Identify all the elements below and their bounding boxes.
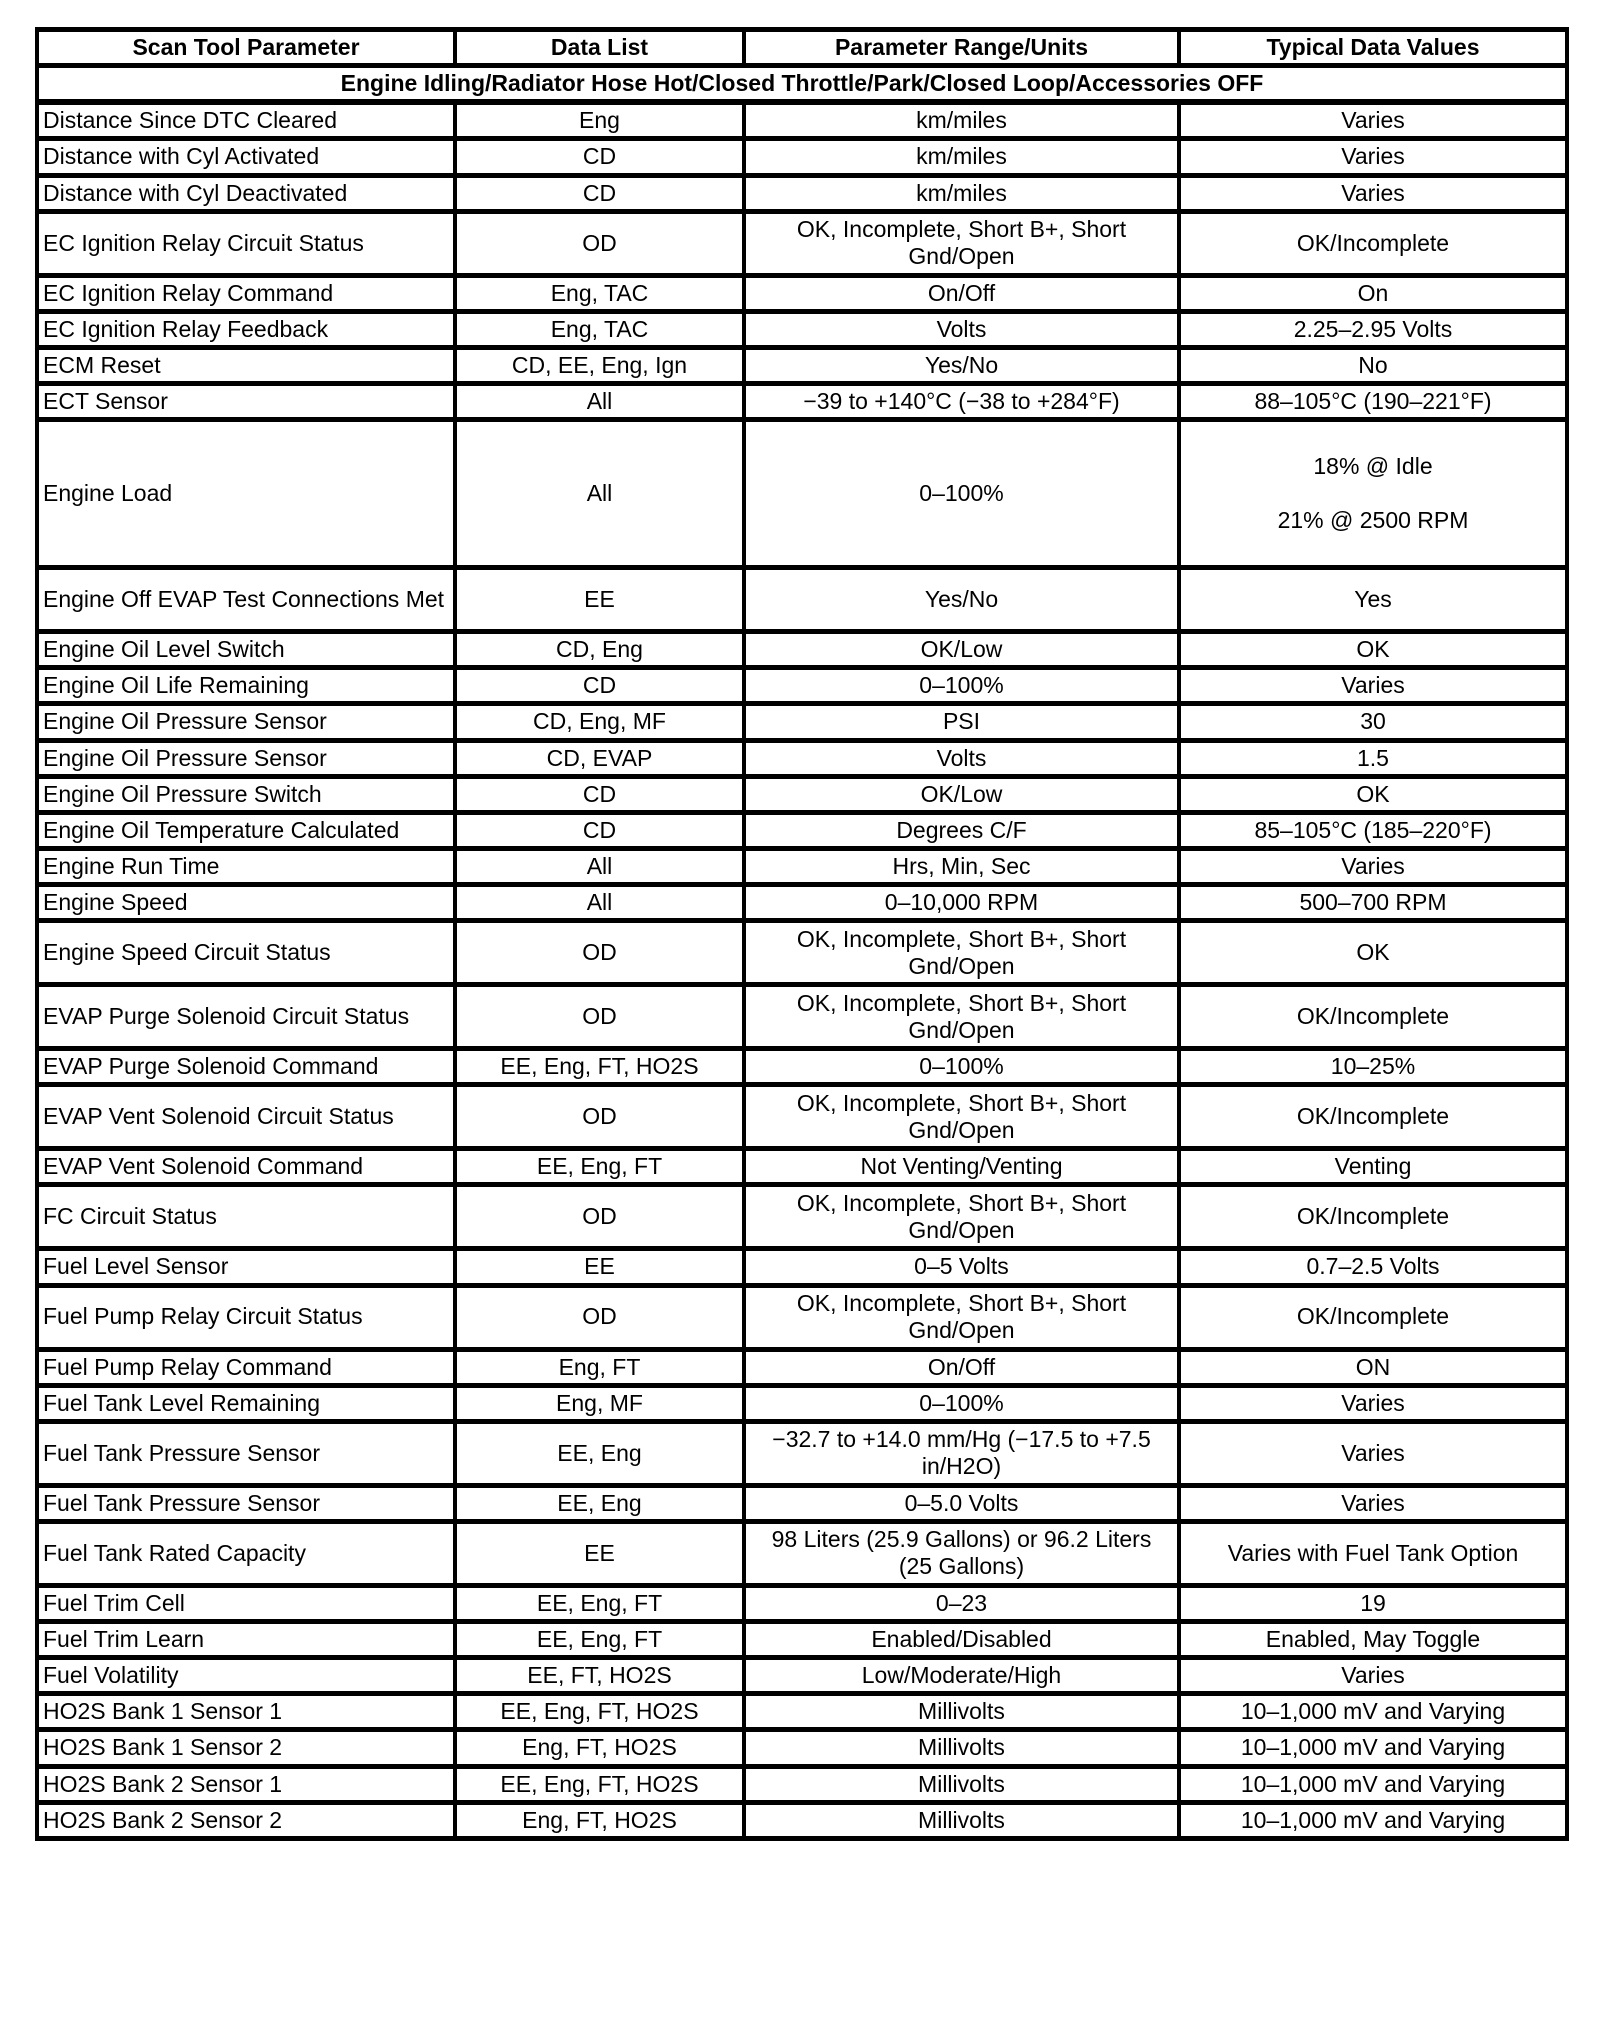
range-cell: Millivolts bbox=[744, 1694, 1179, 1730]
col-header-typical-data-values: Typical Data Values bbox=[1179, 30, 1567, 66]
col-header-scan-tool-parameter: Scan Tool Parameter bbox=[37, 30, 455, 66]
table-row bbox=[37, 1802, 1567, 1838]
col-header-data-list: Data List bbox=[455, 30, 744, 66]
range-cell: 0–5 Volts bbox=[744, 1249, 1179, 1285]
typical-value-cell: Varies bbox=[1179, 1658, 1567, 1694]
typical-value-cell: Varies with Fuel Tank Option bbox=[1179, 1521, 1567, 1585]
table-row bbox=[37, 1285, 1567, 1349]
typical-value-cell: 10–1,000 mV and Varying bbox=[1179, 1730, 1567, 1766]
condition-row bbox=[37, 66, 1567, 103]
range-cell: −39 to +140°C (−38 to +284°F) bbox=[744, 384, 1179, 420]
typical-value-cell: Varies bbox=[1179, 668, 1567, 704]
table-row bbox=[37, 1185, 1567, 1249]
parameter-cell: Engine Run Time bbox=[37, 848, 455, 884]
parameter-cell: Fuel Tank Pressure Sensor bbox=[37, 1421, 455, 1485]
table-row bbox=[37, 704, 1567, 740]
parameter-cell: Fuel Trim Learn bbox=[37, 1622, 455, 1658]
data-list-cell: EE, Eng, FT, HO2S bbox=[455, 1694, 744, 1730]
data-list-cell: Eng, TAC bbox=[455, 311, 744, 347]
table-row bbox=[37, 1385, 1567, 1421]
table-row bbox=[37, 848, 1567, 884]
typical-value-cell: 1.5 bbox=[1179, 740, 1567, 776]
typical-value-cell: OK/Incomplete bbox=[1179, 985, 1567, 1049]
parameter-cell: Fuel Tank Level Remaining bbox=[37, 1385, 455, 1421]
table-row bbox=[37, 347, 1567, 383]
table-row bbox=[37, 311, 1567, 347]
col-header-parameter-range-units: Parameter Range/Units bbox=[744, 30, 1179, 66]
range-cell: 0–23 bbox=[744, 1585, 1179, 1621]
range-cell: OK, Incomplete, Short B+, Short Gnd/Open bbox=[744, 921, 1179, 985]
range-cell: Low/Moderate/High bbox=[744, 1658, 1179, 1694]
data-list-cell: CD bbox=[455, 668, 744, 704]
parameter-cell: Fuel Volatility bbox=[37, 1658, 455, 1694]
typical-value-cell: Varies bbox=[1179, 175, 1567, 211]
parameter-cell: Fuel Pump Relay Circuit Status bbox=[37, 1285, 455, 1349]
parameter-cell: EVAP Purge Solenoid Circuit Status bbox=[37, 985, 455, 1049]
data-list-cell: OD bbox=[455, 211, 744, 275]
data-list-cell: CD, EVAP bbox=[455, 740, 744, 776]
table-row bbox=[37, 384, 1567, 420]
parameter-cell: EVAP Vent Solenoid Circuit Status bbox=[37, 1085, 455, 1149]
parameter-cell: HO2S Bank 1 Sensor 1 bbox=[37, 1694, 455, 1730]
typical-value-cell: 85–105°C (185–220°F) bbox=[1179, 812, 1567, 848]
table-row bbox=[37, 1521, 1567, 1585]
parameter-cell: Engine Oil Life Remaining bbox=[37, 668, 455, 704]
table-row bbox=[37, 1730, 1567, 1766]
typical-value-cell: 88–105°C (190–221°F) bbox=[1179, 384, 1567, 420]
parameter-cell: Fuel Tank Rated Capacity bbox=[37, 1521, 455, 1585]
parameter-cell: FC Circuit Status bbox=[37, 1185, 455, 1249]
header-row bbox=[37, 30, 1567, 66]
data-list-cell: All bbox=[455, 848, 744, 884]
range-cell: OK, Incomplete, Short B+, Short Gnd/Open bbox=[744, 1185, 1179, 1249]
parameter-cell: EC Ignition Relay Circuit Status bbox=[37, 211, 455, 275]
range-cell: Yes/No bbox=[744, 568, 1179, 632]
parameter-cell: Engine Off EVAP Test Connections Met bbox=[37, 568, 455, 632]
table-row bbox=[37, 139, 1567, 175]
range-cell: OK, Incomplete, Short B+, Short Gnd/Open bbox=[744, 211, 1179, 275]
table-row bbox=[37, 776, 1567, 812]
range-cell: 0–100% bbox=[744, 668, 1179, 704]
data-list-cell: EE, Eng, FT, HO2S bbox=[455, 1766, 744, 1802]
parameter-cell: ECM Reset bbox=[37, 347, 455, 383]
data-list-cell: OD bbox=[455, 1285, 744, 1349]
range-cell: 0–100% bbox=[744, 1385, 1179, 1421]
range-cell: 0–100% bbox=[744, 1049, 1179, 1085]
table-row bbox=[37, 1249, 1567, 1285]
parameter-cell: EC Ignition Relay Command bbox=[37, 275, 455, 311]
typical-value-cell: Yes bbox=[1179, 568, 1567, 632]
table-body bbox=[37, 102, 1567, 1838]
table-row bbox=[37, 740, 1567, 776]
table-row bbox=[37, 1694, 1567, 1730]
range-cell: Millivolts bbox=[744, 1802, 1179, 1838]
table-row bbox=[37, 1085, 1567, 1149]
table-row bbox=[37, 1622, 1567, 1658]
parameter-cell: Distance Since DTC Cleared bbox=[37, 102, 455, 139]
table-row bbox=[37, 632, 1567, 668]
data-list-cell: CD, Eng bbox=[455, 632, 744, 668]
range-cell: OK/Low bbox=[744, 776, 1179, 812]
parameter-cell: Fuel Trim Cell bbox=[37, 1585, 455, 1621]
typical-value-cell: Varies bbox=[1179, 102, 1567, 139]
data-list-cell: Eng, FT bbox=[455, 1349, 744, 1385]
range-cell: km/miles bbox=[744, 139, 1179, 175]
range-cell: Millivolts bbox=[744, 1730, 1179, 1766]
data-list-cell: All bbox=[455, 384, 744, 420]
range-cell: Millivolts bbox=[744, 1766, 1179, 1802]
range-cell: Volts bbox=[744, 311, 1179, 347]
data-list-cell: Eng, MF bbox=[455, 1385, 744, 1421]
scan-tool-parameter-table bbox=[35, 27, 1569, 1841]
data-list-cell: EE bbox=[455, 1249, 744, 1285]
data-list-cell: All bbox=[455, 420, 744, 568]
typical-value-cell: OK bbox=[1179, 632, 1567, 668]
typical-value-cell: On bbox=[1179, 275, 1567, 311]
range-cell: On/Off bbox=[744, 1349, 1179, 1385]
data-list-cell: Eng, FT, HO2S bbox=[455, 1730, 744, 1766]
range-cell: OK, Incomplete, Short B+, Short Gnd/Open bbox=[744, 1285, 1179, 1349]
range-cell: Hrs, Min, Sec bbox=[744, 848, 1179, 884]
data-list-cell: EE, Eng, FT, HO2S bbox=[455, 1049, 744, 1085]
typical-value-cell: 10–25% bbox=[1179, 1049, 1567, 1085]
table-row bbox=[37, 175, 1567, 211]
typical-value-cell: 0.7–2.5 Volts bbox=[1179, 1249, 1567, 1285]
typical-value-cell: 10–1,000 mV and Varying bbox=[1179, 1694, 1567, 1730]
range-cell: PSI bbox=[744, 704, 1179, 740]
typical-value-cell: ON bbox=[1179, 1349, 1567, 1385]
range-cell: km/miles bbox=[744, 175, 1179, 211]
parameter-cell: Engine Speed bbox=[37, 885, 455, 921]
range-cell: Volts bbox=[744, 740, 1179, 776]
typical-value-cell: Varies bbox=[1179, 1485, 1567, 1521]
table-row bbox=[37, 668, 1567, 704]
table-row bbox=[37, 885, 1567, 921]
parameter-cell: Engine Oil Pressure Switch bbox=[37, 776, 455, 812]
data-list-cell: EE, Eng, FT bbox=[455, 1622, 744, 1658]
data-list-cell: CD bbox=[455, 776, 744, 812]
parameter-cell: Fuel Tank Pressure Sensor bbox=[37, 1485, 455, 1521]
range-cell: OK, Incomplete, Short B+, Short Gnd/Open bbox=[744, 985, 1179, 1049]
range-cell: 0–100% bbox=[744, 420, 1179, 568]
table-row bbox=[37, 1766, 1567, 1802]
range-cell: Yes/No bbox=[744, 347, 1179, 383]
typical-value-cell: OK/Incomplete bbox=[1179, 1085, 1567, 1149]
typical-value-cell: Varies bbox=[1179, 139, 1567, 175]
parameter-cell: Fuel Pump Relay Command bbox=[37, 1349, 455, 1385]
parameter-cell: Distance with Cyl Deactivated bbox=[37, 175, 455, 211]
data-list-cell: EE bbox=[455, 1521, 744, 1585]
typical-value-cell: OK/Incomplete bbox=[1179, 211, 1567, 275]
parameter-cell: Engine Speed Circuit Status bbox=[37, 921, 455, 985]
typical-value-cell: 10–1,000 mV and Varying bbox=[1179, 1766, 1567, 1802]
data-list-cell: Eng bbox=[455, 102, 744, 139]
parameter-cell: HO2S Bank 2 Sensor 2 bbox=[37, 1802, 455, 1838]
data-list-cell: EE, Eng bbox=[455, 1421, 744, 1485]
data-list-cell: OD bbox=[455, 985, 744, 1049]
typical-value-cell: 2.25–2.95 Volts bbox=[1179, 311, 1567, 347]
parameter-cell: EC Ignition Relay Feedback bbox=[37, 311, 455, 347]
parameter-cell: EVAP Purge Solenoid Command bbox=[37, 1049, 455, 1085]
parameter-cell: HO2S Bank 1 Sensor 2 bbox=[37, 1730, 455, 1766]
table-row bbox=[37, 1485, 1567, 1521]
parameter-cell: Fuel Level Sensor bbox=[37, 1249, 455, 1285]
typical-value-cell: 10–1,000 mV and Varying bbox=[1179, 1802, 1567, 1838]
table-row bbox=[37, 985, 1567, 1049]
data-list-cell: OD bbox=[455, 921, 744, 985]
parameter-cell: EVAP Vent Solenoid Command bbox=[37, 1149, 455, 1185]
data-list-cell: CD, EE, Eng, Ign bbox=[455, 347, 744, 383]
data-list-cell: Eng, FT, HO2S bbox=[455, 1802, 744, 1838]
table-row bbox=[37, 420, 1567, 568]
range-cell: OK/Low bbox=[744, 632, 1179, 668]
data-list-cell: CD, Eng, MF bbox=[455, 704, 744, 740]
table-row bbox=[37, 1658, 1567, 1694]
table-row bbox=[37, 812, 1567, 848]
parameter-cell: Distance with Cyl Activated bbox=[37, 139, 455, 175]
range-cell: OK, Incomplete, Short B+, Short Gnd/Open bbox=[744, 1085, 1179, 1149]
parameter-cell: ECT Sensor bbox=[37, 384, 455, 420]
table-row bbox=[37, 1585, 1567, 1621]
typical-value-cell: Enabled, May Toggle bbox=[1179, 1622, 1567, 1658]
range-cell: 0–10,000 RPM bbox=[744, 885, 1179, 921]
data-list-cell: EE, Eng, FT bbox=[455, 1149, 744, 1185]
typical-value-cell: 19 bbox=[1179, 1585, 1567, 1621]
data-list-cell: CD bbox=[455, 175, 744, 211]
parameter-cell: Engine Load bbox=[37, 420, 455, 568]
table-row bbox=[37, 1149, 1567, 1185]
table-row bbox=[37, 568, 1567, 632]
data-list-cell: EE bbox=[455, 568, 744, 632]
typical-value-cell: OK/Incomplete bbox=[1179, 1285, 1567, 1349]
typical-value-cell: OK bbox=[1179, 776, 1567, 812]
data-list-cell: CD bbox=[455, 139, 744, 175]
table-row bbox=[37, 275, 1567, 311]
typical-value-cell: 500–700 RPM bbox=[1179, 885, 1567, 921]
test-condition-header: Engine Idling/Radiator Hose Hot/Closed Throttle/Park/Closed Loop/Accessories OFF bbox=[37, 66, 1567, 103]
typical-value-cell: Venting bbox=[1179, 1149, 1567, 1185]
table-row bbox=[37, 1349, 1567, 1385]
typical-value-cell: OK bbox=[1179, 921, 1567, 985]
table-row bbox=[37, 102, 1567, 139]
parameter-cell: HO2S Bank 2 Sensor 1 bbox=[37, 1766, 455, 1802]
typical-value-cell: 30 bbox=[1179, 704, 1567, 740]
data-list-cell: OD bbox=[455, 1185, 744, 1249]
table-row bbox=[37, 211, 1567, 275]
parameter-cell: Engine Oil Pressure Sensor bbox=[37, 740, 455, 776]
data-list-cell: Eng, TAC bbox=[455, 275, 744, 311]
typical-value-cell: OK/Incomplete bbox=[1179, 1185, 1567, 1249]
data-list-cell: EE, Eng, FT bbox=[455, 1585, 744, 1621]
range-cell: Enabled/Disabled bbox=[744, 1622, 1179, 1658]
table-row bbox=[37, 921, 1567, 985]
range-cell: −32.7 to +14.0 mm/Hg (−17.5 to +7.5 in/H2O) bbox=[744, 1421, 1179, 1485]
data-list-cell: All bbox=[455, 885, 744, 921]
table-row bbox=[37, 1421, 1567, 1485]
range-cell: 98 Liters (25.9 Gallons) or 96.2 Liters (25 Gallons) bbox=[744, 1521, 1179, 1585]
typical-value-cell: No bbox=[1179, 347, 1567, 383]
data-list-cell: CD bbox=[455, 812, 744, 848]
data-list-cell: OD bbox=[455, 1085, 744, 1149]
typical-value-cell: Varies bbox=[1179, 1421, 1567, 1485]
range-cell: Not Venting/Venting bbox=[744, 1149, 1179, 1185]
parameter-cell: Engine Oil Pressure Sensor bbox=[37, 704, 455, 740]
typical-value-cell: 18% @ Idle 21% @ 2500 RPM bbox=[1179, 420, 1567, 568]
parameter-cell: Engine Oil Level Switch bbox=[37, 632, 455, 668]
parameter-cell: Engine Oil Temperature Calculated bbox=[37, 812, 455, 848]
range-cell: km/miles bbox=[744, 102, 1179, 139]
typical-value-cell: Varies bbox=[1179, 1385, 1567, 1421]
range-cell: 0–5.0 Volts bbox=[744, 1485, 1179, 1521]
table-row bbox=[37, 1049, 1567, 1085]
typical-value-cell: Varies bbox=[1179, 848, 1567, 884]
range-cell: Degrees C/F bbox=[744, 812, 1179, 848]
data-list-cell: EE, Eng bbox=[455, 1485, 744, 1521]
data-list-cell: EE, FT, HO2S bbox=[455, 1658, 744, 1694]
range-cell: On/Off bbox=[744, 275, 1179, 311]
